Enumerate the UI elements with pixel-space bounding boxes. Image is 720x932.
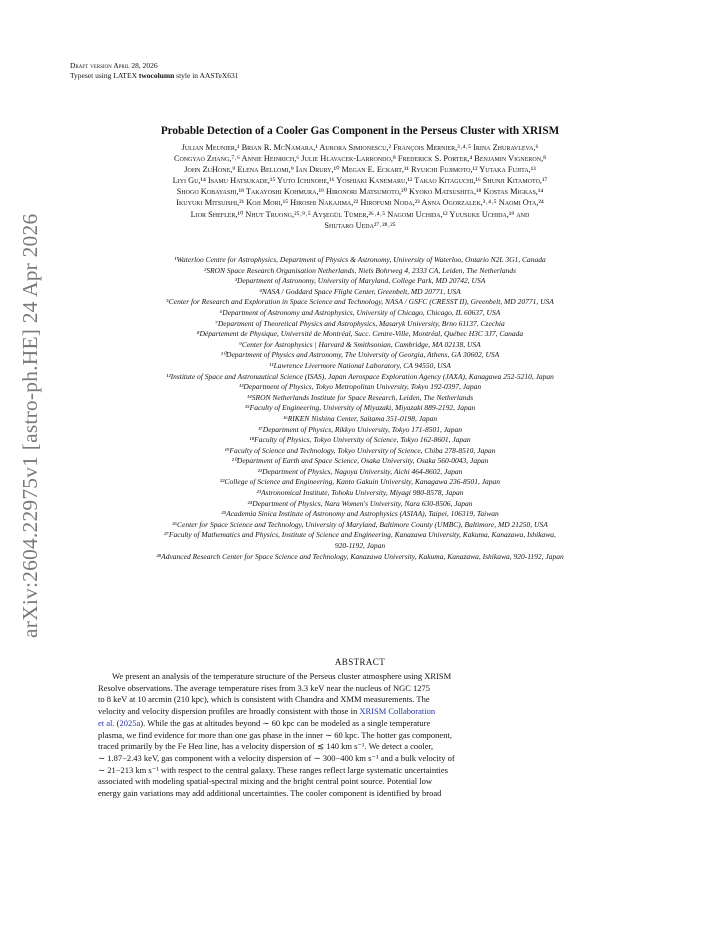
affiliation: ⁶Department of Astronomy and Astrophysics, University of Chicago, Chicago, IL 60637, USA — [219, 307, 501, 317]
affiliation: ¹⁴SRON Netherlands Institute for Space Research, Leiden, The Netherlands — [246, 392, 474, 402]
affiliation: ²⁷Faculty of Mathematics and Physics, Institute of Science and Engineering, Kanazawa University, Kakuma, Kanazawa, Ishikawa, — [164, 530, 556, 540]
citation-link[interactable]: XRISM Collaboration — [359, 706, 436, 717]
author-line: Shogo Kobayashi,¹⁸ Takayoshi Kohmura,¹⁹ Hironori Matsumoto,²⁰ Kyoko Matsushita,¹⁸ Kostas Migkas,¹⁴ — [176, 187, 544, 197]
abstract-line: et al. (2025a). While the gas at altitudes beyond ∼ 60 kpc can be modeled as a single temperature — [98, 717, 431, 728]
abstract-line: energy gain variations may add additional uncertainties. The cooler component is identified by broad — [98, 788, 442, 799]
affiliation: ¹²Institute of Space and Astronautical Science (ISAS), Japan Aerospace Exploration Agency (JAXA), Kanagawa 252-5210, Japan — [166, 371, 554, 381]
abstract-line: velocity and velocity dispersion profiles are broadly consistent with those in XRISM Collaboration — [98, 706, 436, 717]
paper-title: Probable Detection of a Cooler Gas Component in the Perseus Cluster with XRISM — [160, 125, 560, 137]
affiliation: ¹⁸Faculty of Physics, Tokyo University of Science, Tokyo 162-8601, Japan — [249, 435, 471, 445]
abstract-heading: ABSTRACT — [334, 657, 386, 667]
abstract-line: ∼ 21−213 km s⁻¹ with respect to the central galaxy. These ranges reflect large systematic uncertainties — [98, 764, 448, 775]
citation-year-link[interactable]: 2025a — [119, 717, 141, 728]
affiliation: ¹⁶RIKEN Nishina Center, Saitama 351-0198, Japan — [282, 413, 438, 423]
author-line: Lior Shefler,¹⁰ Nhut Truong,²⁵˒⁹˒⁵ Ayşegül Tümer,²⁶˒⁴˒⁵ Nagomi Uchida,¹² Yuusuke Uchida,¹⁹ and — [190, 209, 530, 219]
abstract-line: ∼ 1.87−2.43 keV, gas component with a velocity dispersion of ∼ 300−400 km s⁻¹ and a bulk velocity of — [98, 752, 455, 763]
author-line: Julian Meunier,¹ Brian R. McNamara,¹ Aurora Simionescu,² François Mernier,³˒⁴˒⁵ Irina Zhuravleva,⁶ — [181, 143, 539, 152]
abstract-line: to 8 keV at 10 arcmin (210 kpc), which is consistent with Chandra and XMM measurements. The — [98, 694, 430, 705]
author-line: Ikuyuki Mitsuishi,²¹ Koji Mori,¹⁵ Hiroshi Nakajima,²² Hirofumi Noda,²³ Anna Ogorzalek,³˒⁴˒⁵ Naomi Ota,²⁴ — [176, 198, 544, 208]
author-line: Shutaro Ueda²⁷˒²⁸˒²⁵ — [324, 220, 396, 230]
abstract-line: traced primarily by the Fe Heα line, has a velocity dispersion of ≲ 140 km s⁻¹. We detect a cooler, — [98, 741, 434, 752]
abstract-body — [98, 671, 648, 800]
affiliation: ²¹Department of Physics, Nagoya University, Aichi 464-8602, Japan — [257, 466, 463, 476]
abstract-line: plasma, we find evidence for more than one gas phase in the inner ∼ 60 kpc. The hotter gas component, — [98, 729, 452, 740]
author-line: Liyi Gu,¹⁴ Isamu Hatsukade,¹⁵ Yuto Ichinohe,¹⁶ Yoshiaki Kanemaru,¹² Takao Kitaguchi,¹⁶ Shunji Kitamoto,¹⁷ — [172, 176, 548, 186]
affiliation: ¹⁰Department of Physics and Astronomy, The University of Georgia, Athens, GA 30602, USA — [220, 350, 500, 360]
abstract-line: Resolve observations. The average temperature rises from 3.3 keV near the nucleus of NGC 1275 — [98, 682, 431, 693]
affiliation: ⁵Center for Research and Exploration in Space Science and Technology, NASA / GSFC (CRESST II), Greenbelt, MD 20771, USA — [166, 297, 554, 307]
affiliation: ²³Astronomical Institute, Tohoku University, Miyagi 980-8578, Japan — [256, 488, 464, 498]
author-list — [60, 142, 660, 231]
affiliation-list — [40, 255, 680, 562]
author-line: John ZuHone,⁹ Elena Bellomi,⁹ Ian Drury,¹⁰ Megan E. Eckart,¹¹ Ryuichi Fujimoto,¹² Yutaka Fujita,¹³ — [184, 165, 536, 175]
affiliation: ⁴NASA / Goddard Space Flight Center, Greenbelt, MD 20771, USA — [259, 286, 461, 296]
arxiv-identifier-stamp[interactable]: arXiv:2604.22975v1 [astro-ph.HE] 24 Apr 2026 — [18, 213, 42, 638]
affiliation: ⁷Department of Theoretical Physics and Astrophysics, Masaryk University, Brno 61137, Czechia — [215, 318, 505, 328]
affiliation: ¹⁵Faculty of Engineering, University of Miyazaki, Miyazaki 889-2192, Japan — [244, 403, 476, 413]
affiliation: ³Department of Astronomy, University of Maryland, College Park, MD 20742, USA — [234, 276, 486, 286]
affiliation: ¹¹Lawrence Livermore National Laboratory, CA 94550, USA — [269, 360, 451, 370]
affiliation: ⁹Center for Astrophysics | Harvard & Smithsonian, Cambridge, MA 02138, USA — [239, 339, 481, 349]
author-line: Congyao Zhang,⁷˒⁶ Annie Heinrich,⁶ Julie Hlavacek-Larrondo,⁸ Frederick S. Porter,⁴ Benjamin Vigneron,⁸ — [173, 154, 547, 164]
affiliation: ²⁶Center for Space Science and Technology, University of Maryland, Baltimore County (UMBC), Baltimore, MD 21250, USA — [172, 519, 548, 529]
affiliation: ²⁴Department of Physics, Nara Women's University, Nara 630-8506, Japan — [247, 498, 473, 508]
draft-version-line: Draft version April 28, 2026 — [70, 61, 158, 70]
affiliation: ¹⁷Department of Physics, Rikkyo University, Tokyo 171-8501, Japan — [257, 424, 463, 434]
latex-logo: LATEX — [113, 71, 137, 80]
citation-link[interactable]: et al. — [98, 717, 115, 728]
affiliation: ²SRON Space Research Organisation Netherlands, Niels Bohrweg 4, 2333 CA, Leiden, The Netherlands — [203, 265, 517, 275]
abstract-line: We present an analysis of the temperature structure of the Perseus cluster atmosphere using XRISM — [112, 671, 452, 681]
draft-header — [70, 61, 239, 81]
affiliation: ¹Waterloo Centre for Astrophysics, Department of Physics & Astronomy, University of Waterloo, Ontario N2L 3G1, Canada — [174, 255, 546, 264]
affiliation: ²⁸Advanced Research Center for Space Science and Technology, Kanazawa University, Kakuma, Kanazawa, Ishikawa, 920-1192, Japan — [156, 551, 564, 561]
affiliation: ²⁰Department of Earth and Space Science, Osaka University, Osaka 560-0043, Japan — [231, 456, 489, 466]
affiliation: ¹³Department of Physics, Tokyo Metropolitan University, Tokyo 192-0397, Japan — [238, 382, 482, 392]
affiliation: ²⁵Academia Sinica Institute of Astronomy and Astrophysics (ASIAA), Taipei, 106319, Taiwan — [221, 509, 499, 519]
affiliation: 920-1192, Japan — [334, 541, 386, 551]
affiliation: ¹⁹Faculty of Science and Technology, Tokyo University of Science, Chiba 278-8510, Japan — [224, 445, 496, 455]
affiliation: ²²College of Science and Engineering, Kanto Gakuin University, Kanagawa 236-8501, Japan — [219, 477, 501, 487]
typeset-line: Typeset using LATEX twocolumn style in AASTeX631 — [70, 71, 239, 80]
affiliation: ⁸Département de Physique, Université de Montréal, Succ. Centre-Ville, Montréal, Québec H3C 3J7, Canada — [196, 329, 524, 339]
abstract-line: associated with modeling spatial-spectral mixing and the bright central point source. Potential low — [98, 776, 433, 787]
